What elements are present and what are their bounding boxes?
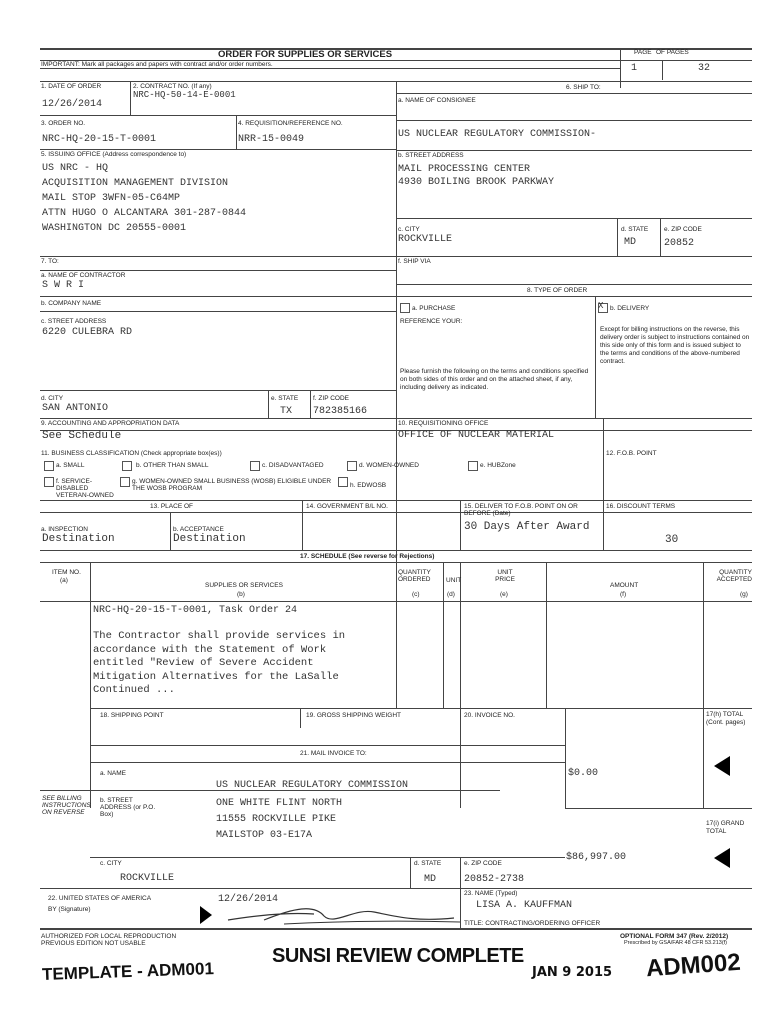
edwosb-label: h. EDWOSB [350,482,387,489]
acceptance-value: Destination [173,533,246,545]
issuing-office-line-2: ACQUISITION MANAGEMENT DIVISION [42,178,229,189]
shipping-point-label: 18. SHIPPING POINT [100,712,164,719]
disadvantaged-label: c. DISADVANTAGED [262,462,324,469]
auth-repro-label: AUTHORIZED FOR LOCAL REPRODUCTION [41,933,177,940]
city-c2-label: c. CITY [100,860,122,867]
supplies-header: SUPPLIES OR SERVICES [205,582,283,589]
contractor-zip-label: f. ZIP CODE [313,395,349,402]
col-d-header: (d) [447,591,455,598]
women-owned-checkbox[interactable] [347,461,357,471]
name-typed-label: 23. NAME (Typed) [464,890,518,897]
sign-here-arrow-icon [200,906,212,924]
issuing-office-line-1: US NRC - HQ [42,163,109,174]
unit-price-header: UNIT PRICE [495,569,515,583]
contractor-state-value: TX [280,406,293,417]
issuing-office-line-3: MAIL STOP 3WFN-05-C64MP [42,193,181,204]
prev-edition-label: PREVIOUS EDITION NOT USABLE [41,940,146,947]
discount-terms-label: 16. DISCOUNT TERMS [606,503,676,510]
col-c-header: (c) [412,591,420,598]
contractor-street-value: 6220 CULEBRA RD [42,327,133,338]
contract-no-value: NRC-HQ-50-14-E-0001 [133,90,236,100]
page-number: 1 [631,63,638,74]
contractor-city-label: d. CITY [41,395,64,402]
sdvosb-checkbox[interactable] [44,477,54,487]
small-label: a. SMALL [56,462,85,469]
accounting-value: See Schedule [42,430,122,442]
acceptance-label: b. ACCEPTANCE [173,526,224,533]
deliver-by-value: 30 Days After Award [464,521,590,533]
accounting-label: 9. ACCOUNTING AND APPROPRIATION DATA [41,420,180,427]
wosb-checkbox[interactable] [120,477,130,487]
contractor-state-label: e. STATE [271,395,299,402]
order-no-value: NRC-HQ-20-15-T-0001 [42,134,157,145]
requisition-no-label: 4. REQUISITION/REFERENCE NO. [238,120,343,127]
contractor-city-value: SAN ANTONIO [42,403,109,414]
purchase-text: Please furnish the following on the terms and conditions specified on both sides of this order and on the attached sheet, if any, including delivery as indicated. [400,368,589,391]
invoice-city-value: ROCKVILLE [120,873,175,884]
edwosb-checkbox[interactable] [338,477,348,487]
of-pages-number: 32 [698,63,711,74]
discount-value: 30 [665,534,679,546]
delivery-text: Except for billing instructions on the reverse, this delivery order is subject to instructions contained on this side only of this form and is issued subject to the terms and conditions of the above-numbered contract. [600,326,750,365]
item-no-header: ITEM NO. [52,569,81,576]
other-than-small-label: b. OTHER THAN SMALL [136,462,209,469]
total-17h-label: 17(h) TOTAL (Cont. pages) [706,711,746,726]
schedule-label: 17. SCHEDULE (See reverse for Rejections) [300,553,435,560]
invoice-no-label: 20. INVOICE NO. [464,712,515,719]
issuing-office-line-4: ATTN HUGO O ALCANTARA 301-287-0844 [42,208,247,219]
total-cont-value: $0.00 [568,768,599,779]
place-of-label: 13. PLACE OF [150,503,193,510]
delivery-check-mark: X [598,301,604,311]
zip-e2-label: e. ZIP CODE [464,860,502,867]
ship-via-label: f. SHIP VIA [398,258,431,265]
issuing-office-line-5: WASHINGTON DC 20555-0001 [42,223,187,234]
requisitioning-label: 10. REQUISITIONING OFFICE [398,420,489,427]
ship-state-label: d. STATE [621,226,649,233]
date-of-order-value: 12/26/2014 [42,99,103,110]
company-name-label: b. COMPANY NAME [41,300,102,307]
purchase-checkbox[interactable] [400,303,410,313]
state-d2-label: d. STATE [414,860,442,867]
issuing-office-label: 5. ISSUING OFFICE (Address correspondence to) [41,151,187,158]
ship-street-value: MAIL PROCESSING CENTER 4930 BOILING BROOK PARKWAY [398,164,555,188]
inspection-value: Destination [42,533,115,545]
consignee-value: US NUCLEAR REGULATORY COMMISSION- [398,129,597,140]
item-description: The Contractor shall provide services in accordance with the Statement of Work entitled "Review of Severe Accident Mitigation Alternatives for the LaSalle Continued ... [93,630,346,696]
qty-ordered-header: QUANTITY ORDERED [398,569,431,583]
contract-no-label: 2. CONTRACT NO. (If any) [133,83,212,90]
mail-invoice-to-label: 21. MAIL INVOICE TO: [300,750,367,757]
invoice-state-value: MD [424,874,437,885]
ship-state-value: MD [624,237,637,248]
date-of-order-label: 1. DATE OF ORDER [41,83,102,90]
invoice-name-value: US NUCLEAR REGULATORY COMMISSION [216,780,409,791]
col-b-header: (b) [237,591,245,598]
optional-form-label: OPTIONAL FORM 347 (Rev. 2/2012) [620,933,729,940]
small-checkbox[interactable] [44,461,54,471]
gov-bl-label: 14. GOVERNMENT B/L NO. [306,503,388,510]
requisitioning-value: OFFICE OF NUCLEAR MATERIAL [398,430,555,441]
signed-date-value: 12/26/2014 [218,894,279,905]
page-label: PAGE [634,49,652,56]
united-states-label: 22. UNITED STATES OF AMERICA BY (Signature) [48,895,151,913]
invoice-street-value: ONE WHITE FLINT NORTH 11555 ROCKVILLE PIKE MAILSTOP 03-E17A [216,798,343,841]
wosb-label: g. WOMEN-OWNED SMALL BUSINESS (WOSB) ELIGIBLE UNDER THE WOSB PROGRAM [132,478,332,492]
requisition-no-value: NRR-15-0049 [238,134,305,145]
delivery-label: b. DELIVERY [610,305,650,312]
street-b-label: b. STREET ADDRESS (or P.O. Box) [100,797,156,818]
reference-your-label: REFERENCE YOUR: [400,318,463,325]
grand-total-value: $86,997.00 [566,852,627,863]
invoice-zip-value: 20852-2738 [464,874,525,885]
ship-street-label: b. STREET ADDRESS [398,152,464,159]
consignee-label: a. NAME OF CONSIGNEE [398,97,476,104]
hubzone-label: e. HUBZone [480,462,516,469]
template-stamp: TEMPLATE - ADM001 [41,959,215,984]
to-label: 7. TO: [41,258,59,265]
other-than-small-checkbox[interactable] [122,461,132,471]
see-billing-label: SEE BILLING INSTRUCTIONS ON REVERSE [42,795,91,816]
ship-zip-label: e. ZIP CODE [664,226,702,233]
unit-header: UNIT [446,577,462,584]
order-no-label: 3. ORDER NO. [41,120,86,127]
contractor-street-label: c. STREET ADDRESS [41,318,107,325]
contractor-name-value: S W R I [42,280,85,291]
grand-17i-label: 17(i) GRAND TOTAL [706,820,745,835]
ship-to-label: 6. SHIP TO: [566,84,601,91]
title-officer-label: TITLE: CONTRACTING/ORDERING OFFICER [464,920,601,927]
ship-city-value: ROCKVILLE [398,234,453,245]
important-note: IMPORTANT: Mark all packages and papers with contract and/or order numbers. [41,61,273,68]
form-title: ORDER FOR SUPPLIES OR SERVICES [218,49,393,60]
grand-total-arrow-icon [714,848,730,868]
contractor-name-label: a. NAME OF CONTRACTOR [41,272,126,279]
fob-point-label: 12. F.O.B. POINT [606,450,657,457]
business-class-label: 11. BUSINESS CLASSIFICATION (Check appropriate box(es)) [41,450,222,457]
item-line: NRC-HQ-20-15-T-0001, Task Order 24 [93,605,298,616]
name-a-label: a. NAME [100,770,127,777]
contractor-zip-value: 782385166 [313,406,368,417]
officer-name-value: LISA A. KAUFFMAN [476,900,573,911]
gross-weight-label: 19. GROSS SHIPPING WEIGHT [306,712,401,719]
type-of-order-label: 8. TYPE OF ORDER [527,287,588,294]
of-pages-label: OF PAGES [656,49,689,56]
col-g-header: (g) [740,591,748,598]
signature [224,898,464,928]
col-a-header: (a) [60,577,68,584]
col-f-header: (f) [620,591,627,598]
ship-zip-value: 20852 [664,238,695,249]
total-arrow-icon [714,756,730,776]
purchase-label: a. PURCHASE [412,305,456,312]
sunsi-review-stamp: SUNSI REVIEW COMPLETE [272,945,524,967]
women-owned-label: d. WOMEN-OWNED [359,462,419,469]
date-stamp: JAN 9 2015 [532,965,613,980]
sdvosb-label: f. SERVICE-DISABLED VETERAN-OWNED [56,478,114,499]
inspection-label: a. INSPECTION [41,526,88,533]
adm-stamp: ADM002 [645,948,742,983]
qty-accepted-header: QUANTITY ACCEPTED [716,569,752,583]
deliver-to-label: 15. DELIVER TO F.O.B. POINT ON OR BEFORE (Date) [464,503,578,517]
amount-header: AMOUNT [610,582,639,589]
col-e-header: (e) [500,591,508,598]
hubzone-checkbox[interactable] [468,461,478,471]
disadvantaged-checkbox[interactable] [250,461,260,471]
prescribed-by-label: Prescribed by GSA/FAR 48 CFR 53.213(f) [624,940,728,946]
ship-city-label: c. CITY [398,226,420,233]
